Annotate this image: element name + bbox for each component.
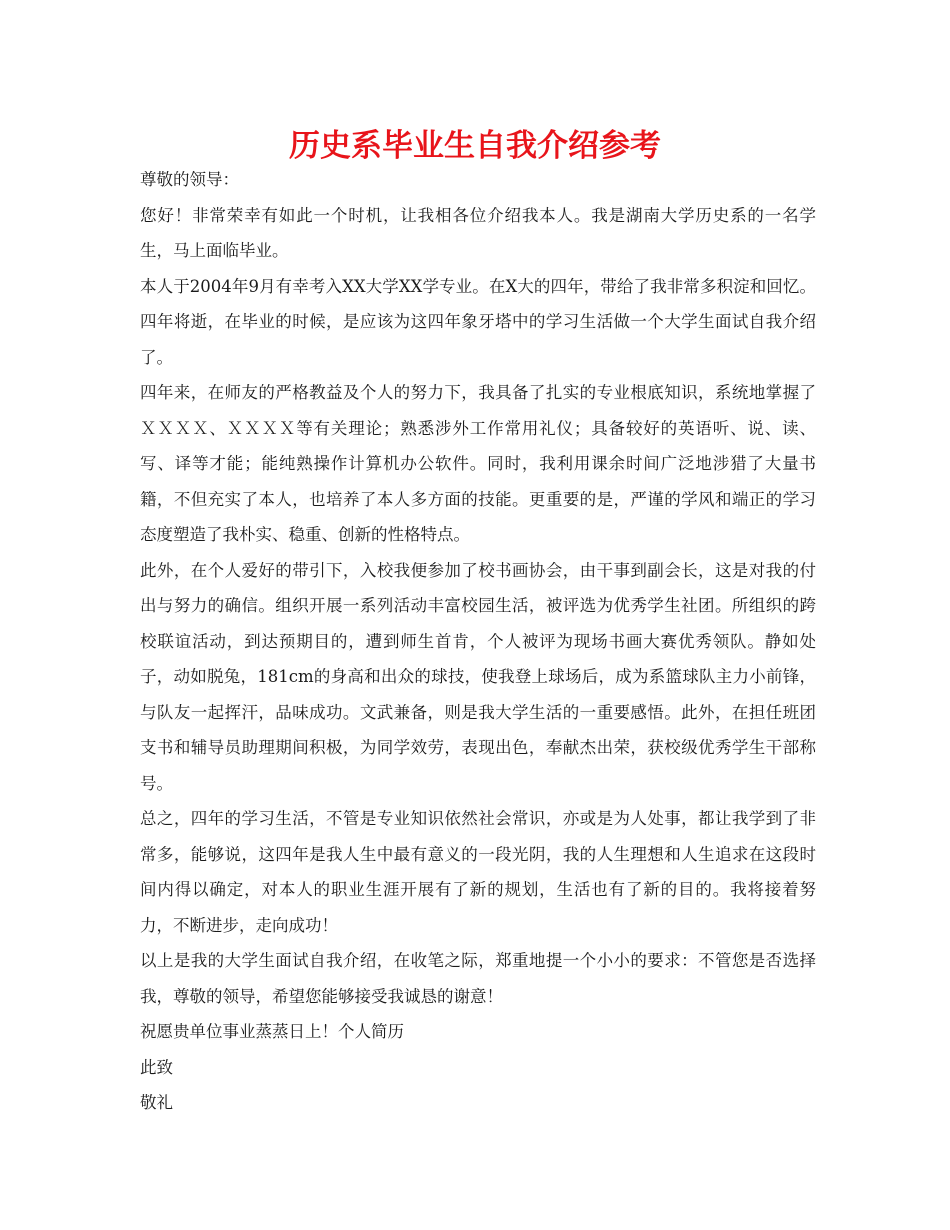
closing-cizhi: 此致 (140, 1057, 173, 1077)
salutation: 尊敬的领导： (140, 170, 239, 189)
paragraph-activities: 此外，在个人爱好的带引下，入校我便参加了校书画协会，由干事到副会长，这是对我的付出与努力的确信。组织开展一系列活动丰富校园生活，被评选为优秀学生社团。所组织的跨校联谊活动，到达预期目的，遭到师生首肯，个人被评为现场书画大赛优秀领队。静如处子，动如脱兔，181cm的身高和出众的球技，使我登上球场后，成为系篮球队主力小前锋，与队友一起挥汗，品味成功。文武兼备，则是我大学生活的一重要感悟。此外，在担任班团支书和辅导员助理期间积极，为同学效劳，表现出色，奉献杰出荣，获校级优秀学生干部称号。 (140, 560, 816, 793)
paragraph-study: 四年来，在师友的严格教益及个人的努力下，我具备了扎实的专业根底知识，系统地掌握了ＸＸＸＸ、ＸＸＸＸ等有关理论；熟悉涉外工作常用礼仪；具备较好的英语听、说、读、写、译等才能；能纯熟操作计算机办公软件。同时，我利用课余时间广泛地涉猎了大量书籍，不但充实了本人，也培养了本人多方面的技能。更重要的是，严谨的学风和端正的学习态度塑造了我朴实、稳重、创新的性格特点。 (140, 383, 816, 544)
paragraph-greeting: 您好！非常荣幸有如此一个时机，让我相各位介绍我本人。我是湖南大学历史系的一名学生，马上面临毕业。 (140, 205, 816, 260)
closing-jingli: 敬礼 (140, 1093, 173, 1112)
paragraph-admission: 本人于2004年9月有幸考入XX大学XX学专业。在X大的四年，带给了我非常多积淀和回忆。四年将逝，在毕业的时候，是应该为这四年象牙塔中的学习生活做一个大学生面试自我介绍了。 (140, 276, 816, 367)
document-title: 历史系毕业生自我介绍参考 (289, 128, 661, 164)
paragraph-summary: 总之，四年的学习生活，不管是专业知识依然社会常识，亦或是为人处事，都让我学到了非常多，能够说，这四年是我人生中最有意义的一段光阴，我的人生理想和人生追求在这段时间内得以确定，对本人的职业生涯开展有了新的规划，生活也有了新的目的。我将接着努力，不断进步，走向成功！ (140, 809, 816, 935)
paragraph-closing-request: 以上是我的大学生面试自我介绍，在收笔之际，郑重地提一个小小的要求：不管您是否选择我，尊敬的领导，希望您能够接受我诚恳的谢意！ (140, 951, 816, 1006)
paragraph-wishes: 祝愿贵单位事业蒸蒸日上！个人简历 (140, 1022, 404, 1041)
document-body (140, 162, 816, 1121)
